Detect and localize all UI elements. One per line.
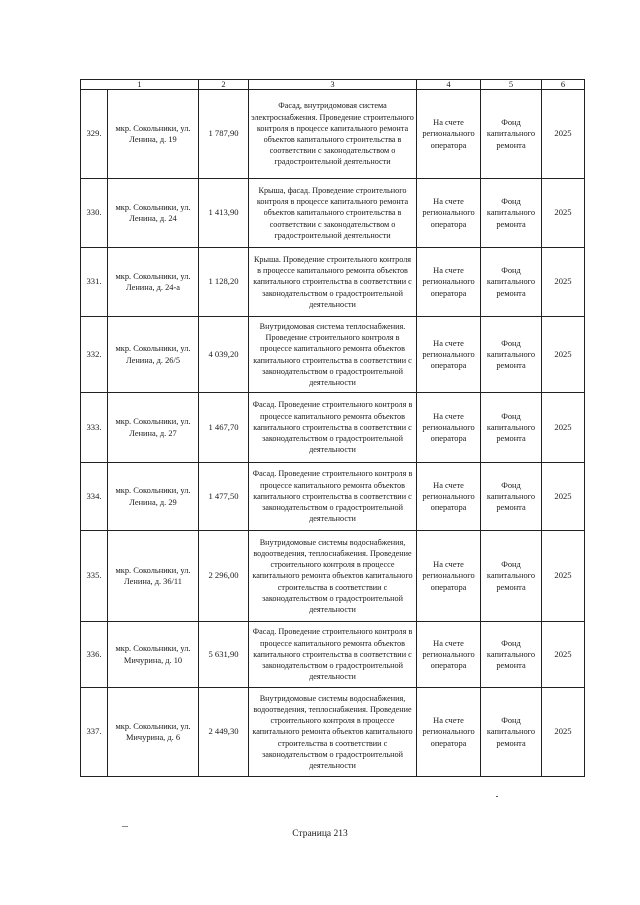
header-col-1: 1	[81, 80, 199, 90]
row-number: 333.	[81, 393, 108, 463]
address-cell: мкр. Сокольники, ул. Мичурина, д. 6	[108, 688, 199, 777]
funding-source-cell: Фонд капитального ремонта	[481, 179, 542, 248]
account-type-cell: На счете регионального оператора	[417, 622, 481, 688]
table-row	[81, 90, 585, 179]
work-description-cell: Крыша. Проведение строительного контроля в процессе капитального ремонта объектов капитального строительства в соответствии с законодательством о градостроительной деятельности	[249, 248, 417, 317]
cost-cell: 4 039,20	[199, 317, 249, 393]
row-number: 337.	[81, 688, 108, 777]
cost-cell: 2 449,30	[199, 688, 249, 777]
header-col-6: 6	[542, 80, 585, 90]
address-cell: мкр. Сокольники, ул. Ленина, д. 26/5	[108, 317, 199, 393]
header-col-5: 5	[481, 80, 542, 90]
row-number: 330.	[81, 179, 108, 248]
row-number: 332.	[81, 317, 108, 393]
year-cell: 2025	[542, 463, 585, 531]
table-row	[81, 179, 585, 248]
cost-cell: 1 128,20	[199, 248, 249, 317]
page-number: Страница 213	[292, 829, 348, 839]
cost-cell: 1 787,90	[199, 90, 249, 179]
account-type-cell: На счете регионального оператора	[417, 531, 481, 622]
row-number: 334.	[81, 463, 108, 531]
address-cell: мкр. Сокольники, ул. Ленина, д. 29	[108, 463, 199, 531]
year-cell: 2025	[542, 688, 585, 777]
funding-source-cell: Фонд капитального ремонта	[481, 463, 542, 531]
address-cell: мкр. Сокольники, ул. Ленина, д. 24	[108, 179, 199, 248]
work-description-cell: Фасад. Проведение строительного контроля в процессе капитального ремонта объектов капитального строительства в соответствии с законодательством о градостроительной деятельности	[249, 622, 417, 688]
work-description-cell: Крыша, фасад. Проведение строительного контроля в процессе капитального ремонта объектов капитального строительства в соответствии с законодательством о градостроительной деятельности	[249, 179, 417, 248]
work-description-cell: Внутридомовая система теплоснабжения. Проведение строительного контроля в процессе капитального ремонта объектов капитального строительства в соответствии с законодательством о градостроительной деятельности	[249, 317, 417, 393]
row-number: 329.	[81, 90, 108, 179]
header-row	[81, 80, 585, 90]
cost-cell: 5 631,90	[199, 622, 249, 688]
address-cell: мкр. Сокольники, ул. Мичурина, д. 10	[108, 622, 199, 688]
scan-speck	[122, 826, 128, 827]
table-row	[81, 688, 585, 777]
funding-source-cell: Фонд капитального ремонта	[481, 688, 542, 777]
account-type-cell: На счете регионального оператора	[417, 179, 481, 248]
row-number: 331.	[81, 248, 108, 317]
header-col-2: 2	[199, 80, 249, 90]
work-description-cell: Фасад. Проведение строительного контроля в процессе капитального ремонта объектов капитального строительства в соответствии с законодательством о градостроительной деятельности	[249, 463, 417, 531]
funding-source-cell: Фонд капитального ремонта	[481, 248, 542, 317]
table-row	[81, 393, 585, 463]
table-row	[81, 317, 585, 393]
table-row	[81, 248, 585, 317]
row-number: 335.	[81, 531, 108, 622]
cost-cell: 2 296,00	[199, 531, 249, 622]
funding-source-cell: Фонд капитального ремонта	[481, 90, 542, 179]
funding-source-cell: Фонд капитального ремонта	[481, 622, 542, 688]
address-cell: мкр. Сокольники, ул. Ленина, д. 24-а	[108, 248, 199, 317]
account-type-cell: На счете регионального оператора	[417, 393, 481, 463]
account-type-cell: На счете регионального оператора	[417, 463, 481, 531]
address-cell: мкр. Сокольники, ул. Ленина, д. 36/11	[108, 531, 199, 622]
cost-cell: 1 467,70	[199, 393, 249, 463]
work-description-cell: Фасад. Проведение строительного контроля в процессе капитального ремонта объектов капитального строительства в соответствии с законодательством о градостроительной деятельности	[249, 393, 417, 463]
year-cell: 2025	[542, 248, 585, 317]
funding-source-cell: Фонд капитального ремонта	[481, 393, 542, 463]
table-row	[81, 463, 585, 531]
header-col-4: 4	[417, 80, 481, 90]
account-type-cell: На счете регионального оператора	[417, 688, 481, 777]
cost-cell: 1 477,50	[199, 463, 249, 531]
funding-source-cell: Фонд капитального ремонта	[481, 317, 542, 393]
table-row	[81, 622, 585, 688]
table-row	[81, 531, 585, 622]
cost-cell: 1 413,90	[199, 179, 249, 248]
capital-repair-table	[80, 79, 585, 777]
account-type-cell: На счете регионального оператора	[417, 317, 481, 393]
year-cell: 2025	[542, 531, 585, 622]
year-cell: 2025	[542, 393, 585, 463]
year-cell: 2025	[542, 179, 585, 248]
funding-source-cell: Фонд капитального ремонта	[481, 531, 542, 622]
work-description-cell: Фасад, внутридомовая система электроснабжения. Проведение строительного контроля в процессе капитального ремонта объектов капитального строительства в соответствии с законодательством о градостроительной деятельности	[249, 90, 417, 179]
account-type-cell: На счете регионального оператора	[417, 248, 481, 317]
work-description-cell: Внутридомовые системы водоснабжения, водоотведения, теплоснабжения. Проведение строительного контроля в процессе капитального ремонта объектов капитального строительства в соответствии с законодательством о градостроительной деятельности	[249, 688, 417, 777]
scan-speck	[496, 796, 498, 797]
year-cell: 2025	[542, 317, 585, 393]
year-cell: 2025	[542, 90, 585, 179]
address-cell: мкр. Сокольники, ул. Ленина, д. 19	[108, 90, 199, 179]
account-type-cell: На счете регионального оператора	[417, 90, 481, 179]
header-col-3: 3	[249, 80, 417, 90]
address-cell: мкр. Сокольники, ул. Ленина, д. 27	[108, 393, 199, 463]
row-number: 336.	[81, 622, 108, 688]
year-cell: 2025	[542, 622, 585, 688]
work-description-cell: Внутридомовые системы водоснабжения, водоотведения, теплоснабжения. Проведение строительного контроля в процессе капитального ремонта объектов капитального строительства в соответствии с законодательством о градостроительной деятельности	[249, 531, 417, 622]
